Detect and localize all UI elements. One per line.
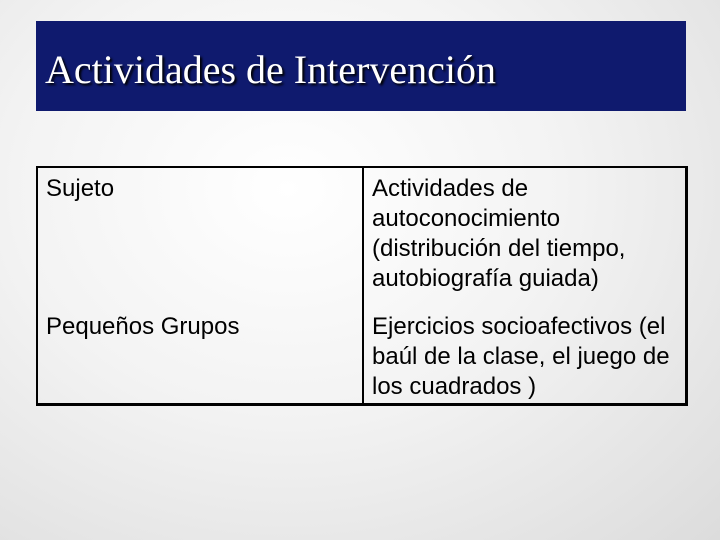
- activities-table: [36, 166, 688, 406]
- title-banner: [36, 21, 686, 111]
- table-row: [37, 312, 687, 405]
- slide-title: Actividades de Intervención: [45, 47, 496, 92]
- table-row: [37, 167, 687, 312]
- table-cell-activities: Actividades de autoconocimiento (distribución del tiempo, autobiografía guiada): [372, 175, 626, 292]
- table-cell-target: Sujeto: [37, 167, 363, 312]
- table-cell-activities: Ejercicios socioafectivos (el baúl de la clase, el juego de los cuadrados ): [372, 313, 670, 400]
- table-cell-target: Pequeños Grupos: [37, 312, 363, 405]
